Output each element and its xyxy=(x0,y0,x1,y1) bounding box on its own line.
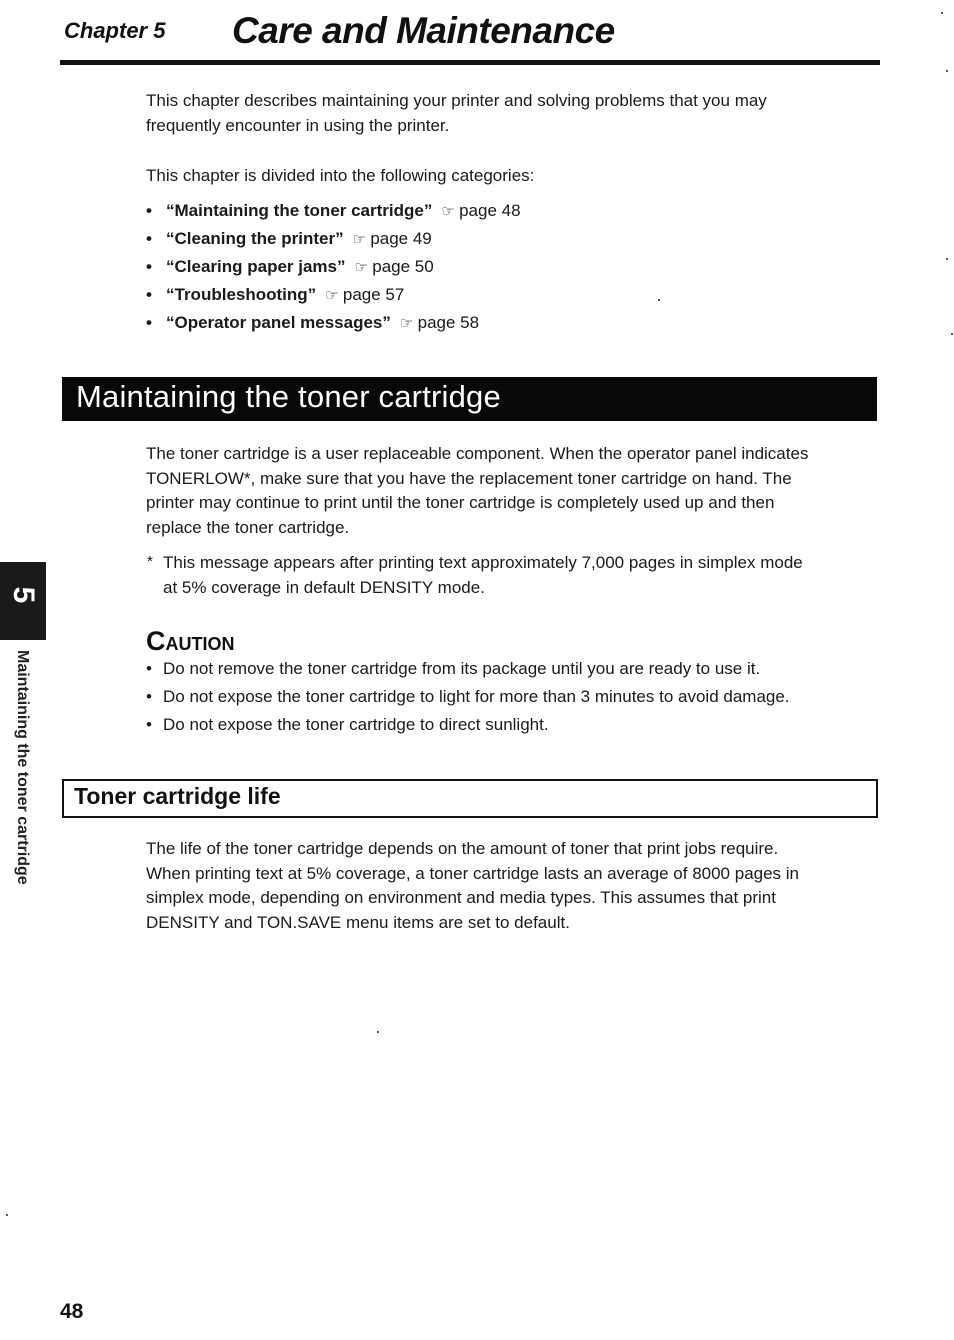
bullet: • xyxy=(146,229,152,248)
body-line: DENSITY and TON.SAVE menu items are set to default. xyxy=(146,912,570,932)
caution-initial: C xyxy=(146,626,166,656)
bullet: • xyxy=(146,715,152,734)
intro-line: frequently encounter in using the printer. xyxy=(146,115,450,135)
pointing-hand-icon: ☞ xyxy=(441,203,455,220)
category-link[interactable]: “Troubleshooting” xyxy=(166,285,317,304)
category-list xyxy=(146,199,521,339)
body-line: printer may continue to print until the toner cartridge is completely used up and then xyxy=(146,493,775,512)
header-rule xyxy=(60,60,880,65)
pointing-hand-icon: ☞ xyxy=(354,259,368,276)
bullet: • xyxy=(146,659,152,678)
body-line: simplex mode, depending on environment and media types. This assumes that print xyxy=(146,888,776,907)
body-line: replace the toner cartridge. xyxy=(146,517,350,537)
body-line: The toner cartridge is a user replaceable component. When the operator panel indicates xyxy=(146,444,809,463)
categories-intro: This chapter is divided into the following categories: xyxy=(146,166,535,185)
category-link[interactable]: “Maintaining the toner cartridge” xyxy=(166,201,433,220)
list-item xyxy=(146,657,790,685)
footnote-mark: * xyxy=(147,553,153,570)
chapter-label: Chapter 5 xyxy=(64,18,166,43)
body-line: TONERLOW*, make sure that you have the replacement toner cartridge on hand. The xyxy=(146,468,792,488)
subsection-body xyxy=(146,837,799,935)
bullet: • xyxy=(146,313,152,332)
list-item[interactable] xyxy=(146,255,521,283)
footnote xyxy=(163,551,803,600)
chapter-tab-number: 5 xyxy=(7,586,40,604)
scan-speck xyxy=(6,1214,8,1216)
page-reference: page 57 xyxy=(342,285,405,304)
scan-speck xyxy=(658,299,660,301)
pointing-hand-icon: ☞ xyxy=(352,231,367,248)
caution-heading xyxy=(146,626,235,657)
caution-rest: AUTION xyxy=(165,634,235,654)
page-reference: page 49 xyxy=(370,229,432,248)
chapter-title: Care and Maintenance xyxy=(232,10,615,51)
caution-text: Do not expose the toner cartridge to direct sunlight. xyxy=(163,715,549,734)
footnote-line: This message appears after printing text approximately 7,000 pages in simplex mode xyxy=(163,553,803,572)
intro-line: This chapter describes maintaining your printer and solving problems that you may xyxy=(146,91,767,110)
pointing-hand-icon: ☞ xyxy=(399,315,414,332)
footnote-line: at 5% coverage in default DENSITY mode. xyxy=(163,577,485,597)
caution-list xyxy=(146,657,790,741)
bullet: • xyxy=(146,201,152,220)
body-line: The life of the toner cartridge depends on the amount of toner that print jobs require. xyxy=(146,839,779,858)
category-link[interactable]: “Clearing paper jams” xyxy=(166,257,346,276)
list-item xyxy=(146,713,790,741)
bullet: • xyxy=(146,257,152,276)
scan-speck xyxy=(946,258,948,260)
scan-speck xyxy=(946,70,948,72)
caution-text: Do not expose the toner cartridge to light for more than 3 minutes to avoid damage. xyxy=(163,687,790,706)
pointing-hand-icon: ☞ xyxy=(325,287,339,304)
scan-speck xyxy=(951,333,953,335)
scan-speck xyxy=(941,12,943,14)
list-item[interactable] xyxy=(146,283,521,311)
caution-text: Do not remove the toner cartridge from its package until you are ready to use it. xyxy=(163,659,761,678)
section-body xyxy=(146,442,808,540)
bullet: • xyxy=(146,687,152,706)
page-reference: page 48 xyxy=(459,201,521,220)
body-line: When printing text at 5% coverage, a toner cartridge lasts an average of 8000 pages in xyxy=(146,863,800,883)
page-reference: page 50 xyxy=(372,257,434,276)
list-item xyxy=(146,685,790,713)
side-section-label: Maintaining the toner cartridge xyxy=(14,650,31,885)
list-item[interactable] xyxy=(146,311,521,339)
subsection-title: Toner cartridge life xyxy=(74,783,281,809)
intro-paragraph xyxy=(146,89,767,138)
page-number: 48 xyxy=(60,1300,84,1323)
category-link[interactable]: “Operator panel messages” xyxy=(166,313,391,332)
bullet: • xyxy=(146,285,152,304)
scan-speck xyxy=(377,1031,379,1033)
list-item[interactable] xyxy=(146,227,521,255)
section-title: Maintaining the toner cartridge xyxy=(76,379,501,414)
list-item[interactable] xyxy=(146,199,521,227)
page-reference: page 58 xyxy=(417,313,480,332)
category-link[interactable]: “Cleaning the printer” xyxy=(166,229,344,248)
